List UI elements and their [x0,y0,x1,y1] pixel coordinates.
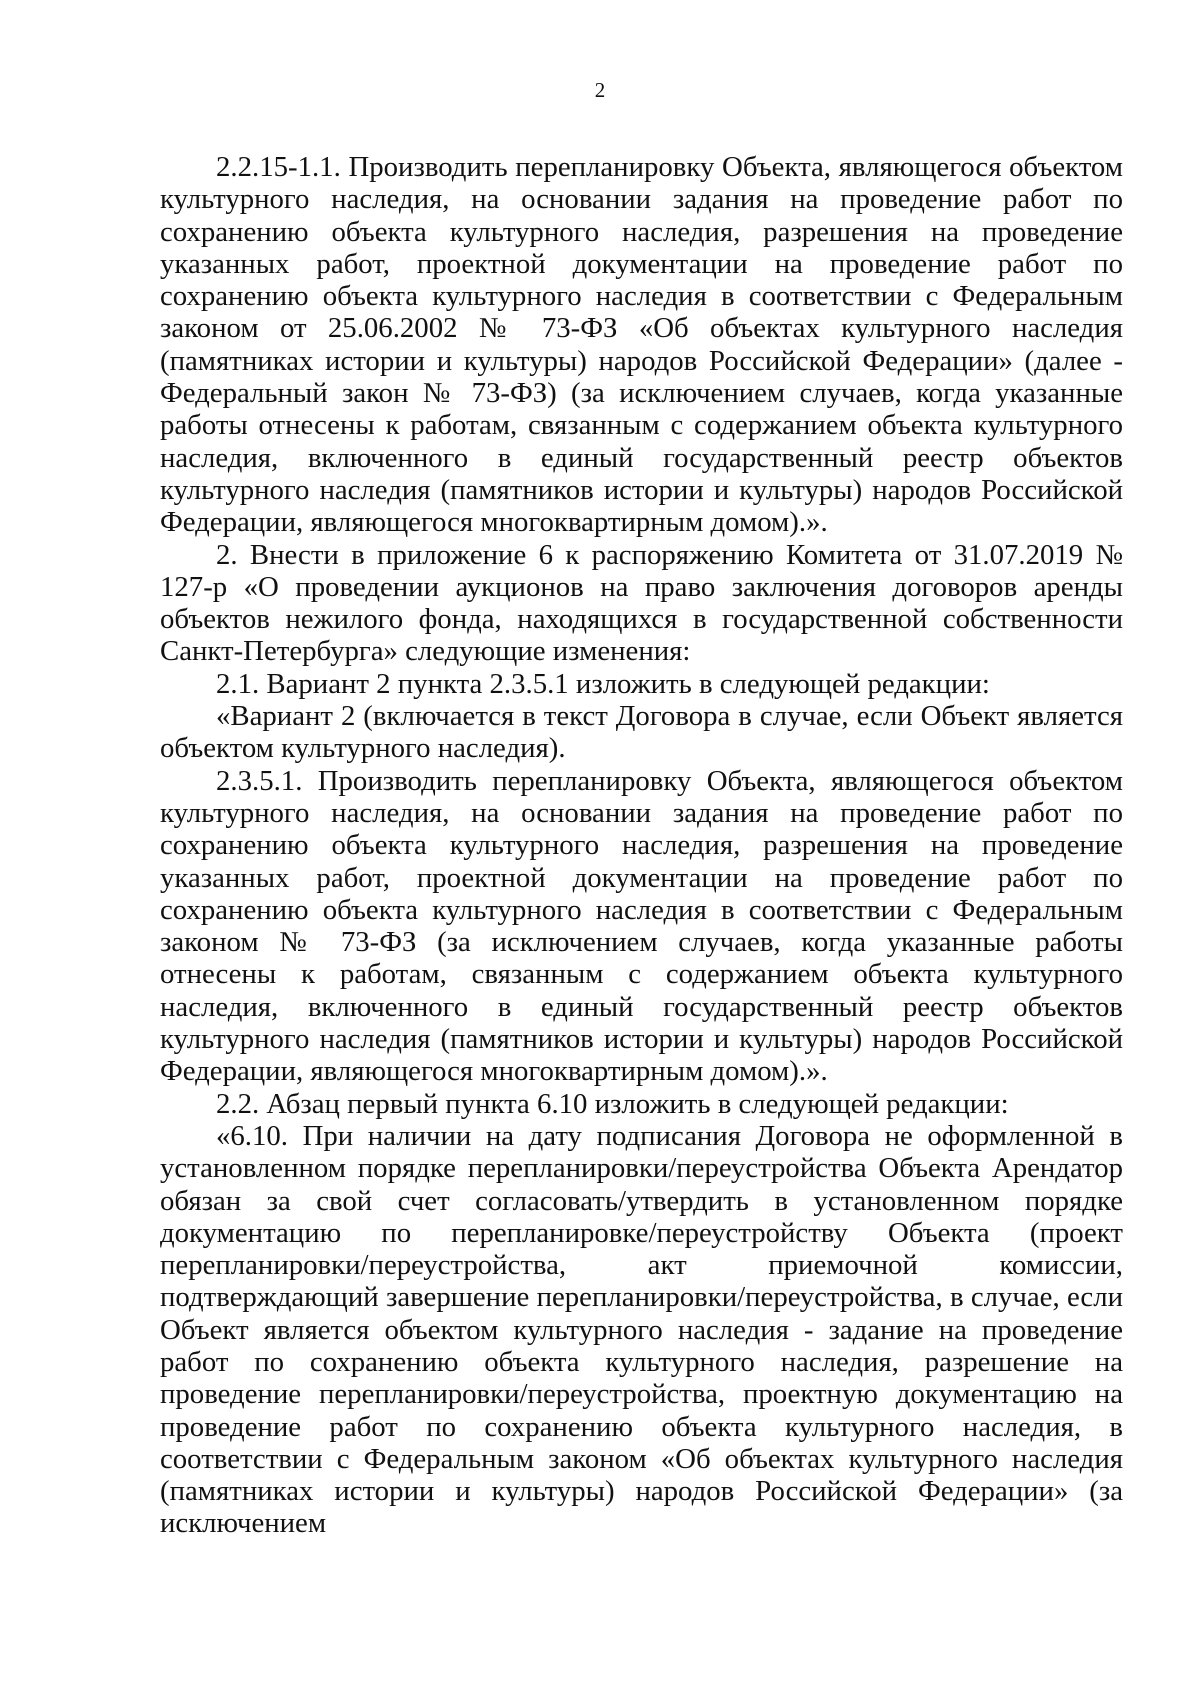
paragraph-2-2: 2.2. Абзац первый пункта 6.10 изложить в следующей редакции: [216,1087,1009,1120]
paragraph-2-amendments: 2. Внести в приложение 6 к распоряжению Комитета от 31.07.2019 № 127-р «О проведении аукционов на право заключения договоров аренды объектов нежилого фонда, находящихся в государственной собственности Санкт-Петербурга» следующие изменения: [160,538,1123,668]
paragraph-6-10: «6.10. При наличии на дату подписания Договора не оформленной в установленном порядке перепланировки/переустройства Объекта Арендатор обязан за свой счет согласовать/утвердить в установленном порядке документацию по перепланировке/переустройству Объекта (проект перепланировки/переустройства, акт приемочной комиссии, подтверждающий завершение перепланировки/переустройства, в случае, если Объект является объектом культурного наследия - задание на проведение работ по сохранению объекта культурного наследия, разрешение на проведение перепланировки/переустройства, проектную документацию на проведение работ по сохранению объекта культурного наследия, в соответствии с Федеральным законом «Об объектах культурного наследия (памятниках истории и культуры) народов Российской Федерации» (за исключением [160,1119,1123,1540]
paragraph-2-2-15-1-1: 2.2.15-1.1. Производить перепланировку Объекта, являющегося объектом культурного наследия, на основании задания на проведение работ по сохранению объекта культурного наследия, разрешения на проведение указанных работ, проектной документации на проведение работ по сохранению объекта культурного наследия в соответствии с Федеральным законом от 25.06.2002 № 73-ФЗ «Об объектах культурного наследия (памятниках истории и культуры) народов Российской Федерации» (далее - Федеральный закон № 73-ФЗ) (за исключением случаев, когда указанные работы отнесены к работам, связанным с содержанием объекта культурного наследия, включенного в единый государственный реестр объектов культурного наследия (памятников истории и культуры) народов Российской Федерации, являющегося многоквартирным домом).». [160,151,1123,539]
document-body [160,151,1123,1540]
page-number: 2 [594,78,606,102]
paragraph-variant-2: «Вариант 2 (включается в текст Договора в случае, если Объект является объектом культурного наследия). [160,700,1123,765]
paragraph-2-3-5-1: 2.3.5.1. Производить перепланировку Объекта, являющегося объектом культурного наследия, на основании задания на проведение работ по сохранению объекта культурного наследия, разрешения на проведение указанных работ, проектной документации на проведение работ по сохранению объекта культурного наследия в соответствии с Федеральным законом № 73-ФЗ (за исключением случаев, когда указанные работы отнесены к работам, связанным с содержанием объекта культурного наследия, включенного в единый государственный реестр объектов культурного наследия (памятников истории и культуры) народов Российской Федерации, являющегося многоквартирным домом).». [160,764,1123,1088]
paragraph-2-1: 2.1. Вариант 2 пункта 2.3.5.1 изложить в следующей редакции: [216,667,990,700]
